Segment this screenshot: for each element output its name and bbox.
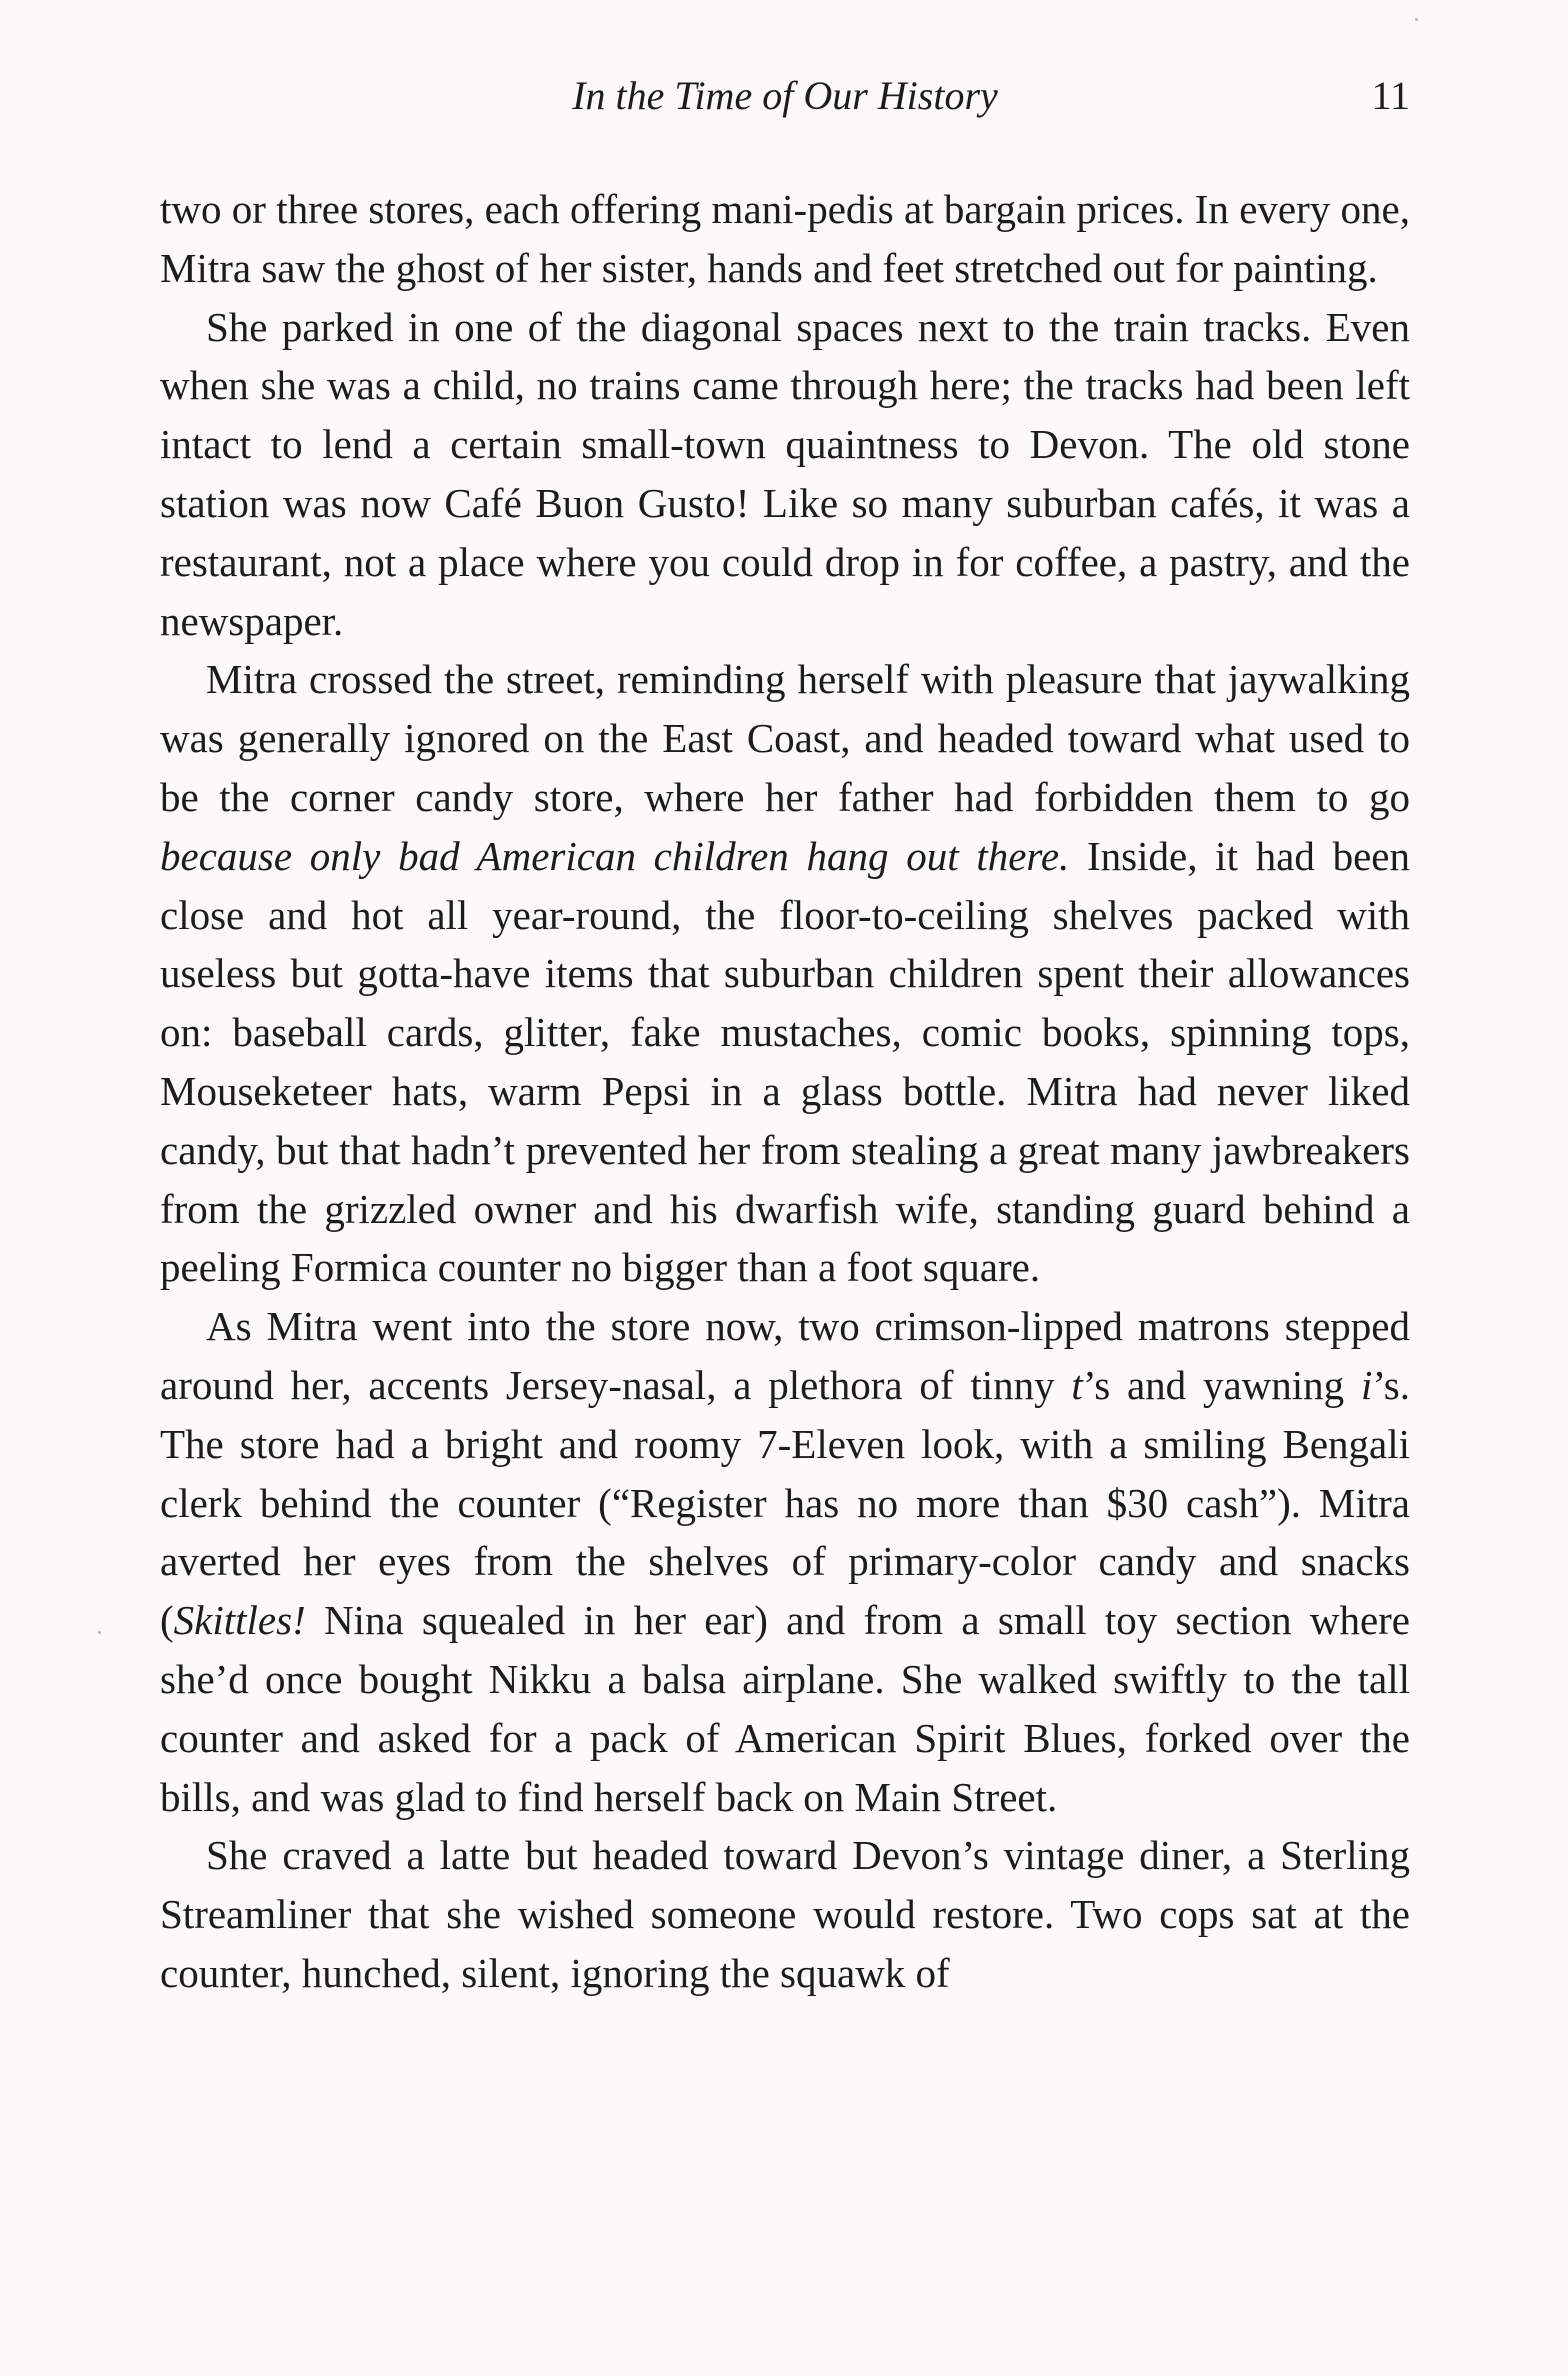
running-head-title: In the Time of Our History <box>572 73 998 118</box>
italic-text: i <box>1360 1361 1373 1408</box>
italic-text: Skittles! <box>173 1597 306 1644</box>
body-text <box>160 180 1410 2003</box>
text-run: Mitra crossed the street, reminding herself with pleasure that jaywalking was generally ignored on the East Coast, and headed toward what used to be the corner candy store, where her father had forbidden them to go <box>160 656 1410 820</box>
paragraph <box>160 180 1410 298</box>
text-run: She parked in one of the diagonal spaces next to the train tracks. Even when she was a child, no trains came through here; the tracks had been left intact to lend a certain small-town quaintness to Devon. The old stone station was now Café Buon Gusto! Like so many suburban cafés, it was a restaurant, not a place where you could drop in for coffee, a pastry, and the newspaper. <box>160 303 1410 644</box>
italic-text: t <box>1071 1361 1083 1408</box>
paragraph <box>160 1826 1410 2002</box>
paper-speck <box>98 1631 101 1634</box>
text-run: Nina squealed in her ear) and from a small toy section where she’d once bought Nikku a balsa airplane. She walked swiftly to the tall counter and asked for a pack of American Spirit Blues, forked over the bills, and was glad to find herself back on Main Street. <box>160 1597 1410 1820</box>
paragraph <box>160 1297 1410 1826</box>
paper-speck <box>1415 18 1418 21</box>
running-head <box>160 66 1410 126</box>
paragraph <box>160 298 1410 651</box>
italic-text: because only bad American children hang out there. <box>160 832 1070 879</box>
text-run: ’s and yawning <box>1082 1361 1361 1408</box>
text-run: As Mitra went into the store now, two crimson-lipped matrons stepped around her, accents Jersey-nasal, a plethora of tinny <box>160 1303 1410 1408</box>
text-run: ’s. The store had a bright and roomy 7-Eleven look, with a smiling Bengali clerk behind the counter (“Register has no more than $30 cash”). Mitra averted her eyes from the shelves of primary-color candy and snacks ( <box>160 1361 1410 1644</box>
text-run: Inside, it had been close and hot all year-round, the floor-to-ceiling shelves packed with useless but gotta-have items that suburban children spent their allowances on: baseball cards, glitter, fake mustaches, comic books, spinning tops, Mouseketeer hats, warm Pepsi in a glass bottle. Mitra had never liked candy, but that hadn’t prevented her from stealing a great many jawbreakers from the grizzled owner and his dwarfish wife, standing guard behind a peeling Formica counter no bigger than a foot square. <box>160 832 1410 1291</box>
text-run: two or three stores, each offering mani-pedis at bargain prices. In every one, Mitra saw the ghost of her sister, hands and feet stretched out for painting. <box>160 186 1410 291</box>
text-run: She craved a latte but headed toward Devon’s vintage diner, a Sterling Streamliner that she wished someone would restore. Two cops sat at the counter, hunched, silent, ignoring the squawk of <box>160 1832 1410 1996</box>
page-number: 11 <box>1371 73 1410 118</box>
paragraph <box>160 650 1410 1297</box>
